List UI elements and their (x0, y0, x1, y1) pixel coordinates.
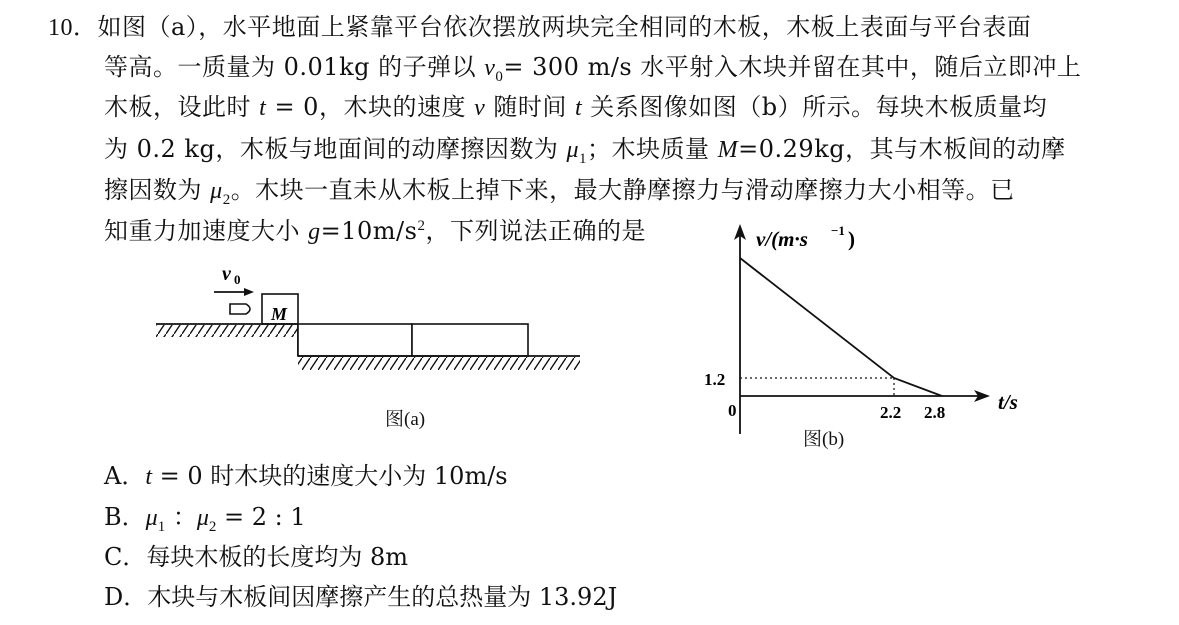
velocity-time-line (740, 258, 942, 396)
text-segment: = 0，木块的速度 (266, 93, 475, 121)
x-axis-label: t/s (998, 390, 1018, 414)
option-d-text: 木块与木板间因摩擦产生的总热量为 13.92J (147, 583, 618, 611)
text-segment: 等高。一质量为 0.01kg 的子弹以 (104, 53, 485, 81)
ground-hatch (298, 357, 580, 370)
text-segment: 随时间 (485, 93, 575, 121)
subscript: 2 (208, 518, 217, 535)
platform-hatch (156, 325, 298, 337)
symbol-mu: μ (566, 137, 580, 163)
symbol-t: t (259, 95, 267, 121)
symbol-v: v (474, 95, 486, 121)
question-line-5 (104, 175, 1015, 206)
text-segment: ；木块质量 (587, 135, 718, 163)
v0-label: v (222, 263, 231, 285)
text-segment: =10m/s (320, 217, 418, 245)
option-b[interactable] (104, 502, 306, 533)
option-a-text: = 0 时木块的速度大小为 10m/s (152, 462, 508, 490)
figure-a-diagram (150, 262, 610, 382)
text-segment: = 300 m/s 水平射入木块并留在其中，随后立即冲上 (503, 53, 1082, 81)
option-d[interactable] (104, 582, 617, 612)
symbol-mu: μ (196, 505, 209, 531)
tick-label-x-2-2: 2.2 (880, 403, 902, 422)
text-segment: 擦因数为 (104, 176, 211, 204)
subscript: 1 (157, 518, 166, 535)
v0-subscript: 0 (234, 272, 241, 287)
question-number: 10． (48, 15, 98, 41)
question-text: 如图（a），水平地面上紧靠平台依次摆放两块完全相同的木板，木板上表面与平台表面 (97, 13, 1032, 41)
text-segment: ，下列说法正确的是 (425, 217, 646, 245)
text-segment: 知重力加速度大小 (104, 217, 309, 245)
figure-a-caption: 图(a) (385, 409, 426, 430)
symbol-t: t (575, 95, 583, 121)
symbol-mu: μ (210, 178, 223, 204)
option-c-label: C． (104, 543, 147, 571)
text-segment: 关系图像如图（b）所示。每块木板质量均 (582, 93, 1048, 121)
tick-label-x-2-8: 2.8 (924, 403, 946, 422)
y-axis-label: v/(m·s (756, 227, 808, 251)
text-segment: 为 0.2 kg，木板与地面间的动摩擦因数为 (104, 135, 567, 163)
subscript: 1 (579, 150, 588, 167)
figure-b-caption: 图(b) (803, 429, 845, 450)
board-2 (412, 324, 528, 356)
tick-label-y-1-2: 1.2 (704, 370, 726, 389)
symbol-v: v (484, 55, 496, 81)
y-axis-label-end: ) (848, 227, 855, 251)
symbol-M: M (717, 137, 739, 163)
text-segment: =0.29kg，其与木板间的动摩 (738, 135, 1066, 163)
subscript: 0 (495, 68, 504, 85)
tick-label-origin: 0 (728, 401, 737, 420)
question-line-3 (104, 92, 1047, 123)
superscript: 2 (417, 218, 426, 234)
bullet-icon (230, 304, 250, 314)
option-a[interactable] (104, 461, 508, 492)
text-segment: 木板，设此时 (104, 93, 260, 121)
question-line-6 (104, 216, 646, 247)
option-b-label: B． (104, 503, 146, 531)
symbol-g: g (308, 219, 321, 245)
question-line-4 (104, 134, 1066, 165)
symbol-t: t (145, 464, 153, 490)
board-1 (298, 324, 412, 356)
symbol-mu: μ (145, 505, 158, 531)
figure-b-chart (700, 222, 1030, 437)
option-d-label: D． (104, 583, 148, 611)
option-a-label: A． (104, 462, 146, 490)
velocity-arrowhead (244, 288, 254, 296)
option-c-text: 每块木板的长度均为 8m (146, 543, 409, 571)
ratio-colon: ： (165, 503, 197, 531)
question-line-1 (48, 12, 1031, 43)
text-segment: 。木块一直未从木板上掉下来，最大静摩擦力与滑动摩擦力大小相等。已 (230, 176, 1015, 204)
option-c[interactable] (104, 542, 408, 572)
y-axis-label-sup: −1 (831, 223, 845, 238)
subscript: 2 (222, 191, 231, 208)
block-m-label: M (271, 304, 288, 324)
question-line-2 (104, 52, 1081, 83)
option-b-text: = 2 : 1 (216, 503, 306, 531)
